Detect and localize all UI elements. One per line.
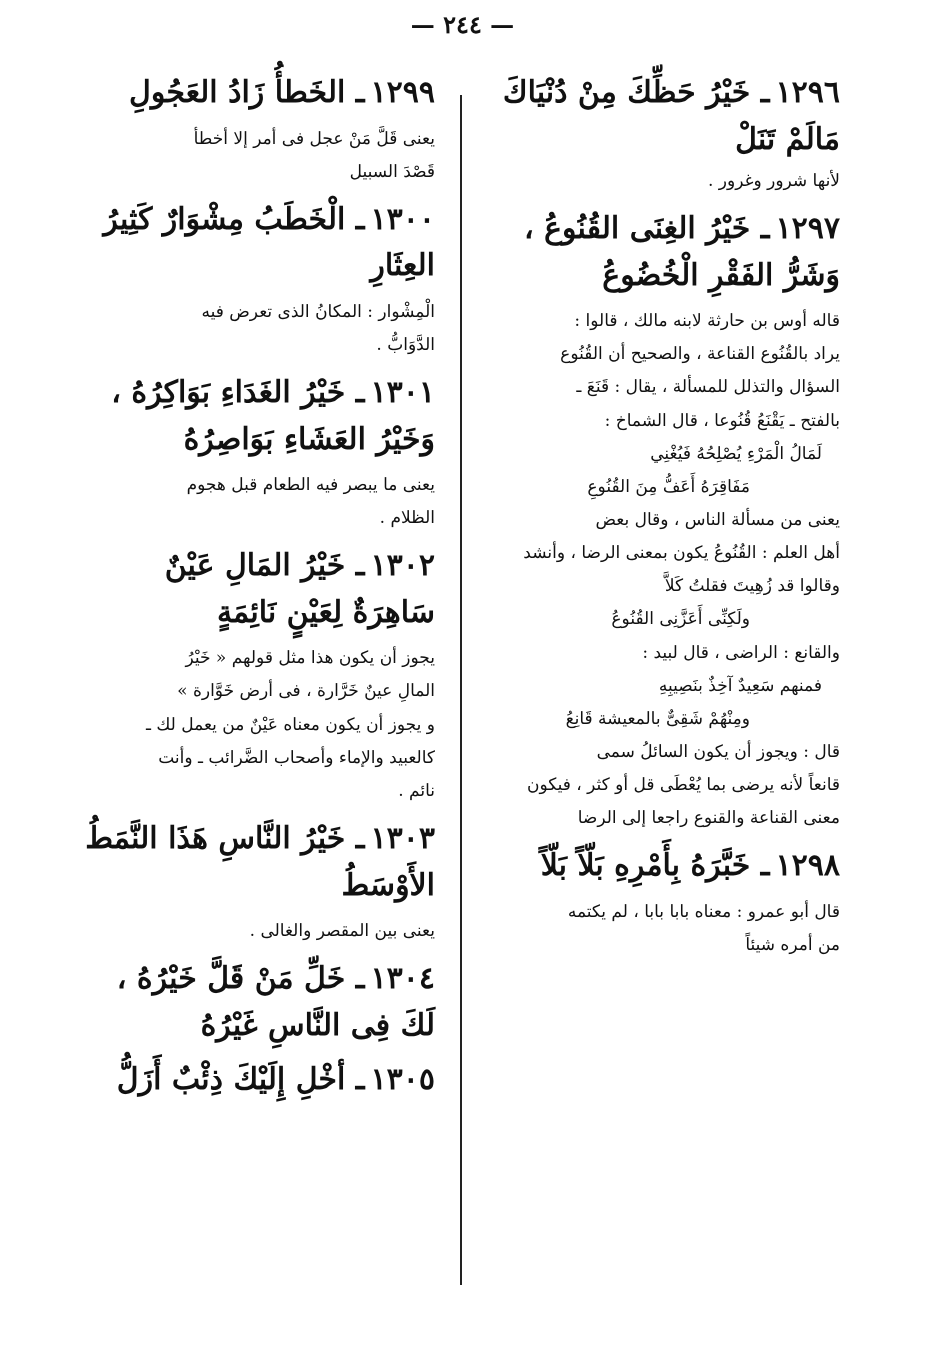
entry-1299 xyxy=(80,70,435,189)
entry-text-line: أهل العلم : القُنُوعُ يكون بمعنى الرضا ، وأنشد xyxy=(523,543,840,564)
entry-number: ١٣٠٣ xyxy=(370,821,435,857)
entry-text-line: يعنى قَلَّ مَنْ عجل فى أمر إلا أخطأ xyxy=(193,128,435,149)
entry-text-line: يراد بالقُنُوع القناعة ، والصحيح أن القُنُوع xyxy=(560,344,840,365)
verse-line: ومِنْهُمْ شَقِىٌّ بالمعيشة قَانِعُ xyxy=(565,708,750,729)
right-column xyxy=(490,70,840,970)
entry-text-line: وقالوا قد زُهِيتَ فقلتُ كَلاَّ xyxy=(664,576,840,597)
entry-text-line: قال أبو عمرو : معناه بابا بابا ، لم يكتمه xyxy=(567,901,840,922)
entry-heading xyxy=(80,1057,435,1104)
verse-line: فمنهم سَعِيدٌ آخِذٌ بنَصِيبِهِ xyxy=(658,675,822,696)
entry-text-line: الْمِشْوار : المكانُ الذى تعرض فيه xyxy=(201,301,435,322)
entry-text-line: يجوز أن يكون هذا مثل قولهم « خَيْرُ xyxy=(185,648,435,669)
entry-title: ـ خَيْرُ المَالِ عَيْنٌ سَاهِرَةٌ لِعَيْنٍ نَائِمَةٍ xyxy=(164,548,435,630)
entry-text-line: قاله أوس بن حارثة لابنه مالك ، قالوا : xyxy=(574,311,840,332)
entry-text-line: قال : ويجوز أن يكون السائلُ سمى xyxy=(596,741,840,762)
entry-text-line: قَصْدَ السبيل xyxy=(349,161,435,182)
entry-1296 xyxy=(490,70,840,198)
entry-text-line: المالِ عينٌ خَرَّارة ، فى أرض خَوَّارة » xyxy=(177,681,435,702)
entry-number: ١٣٠٢ xyxy=(370,548,435,584)
entry-text-line: و يجوز أن يكون معناه عَيْنٌ من يعمل لك ـ xyxy=(145,714,435,735)
entry-text-line: نائم . xyxy=(398,780,435,801)
entry-title: ـ الْخَطَبُ مِشْوَارٌ كَثِيرُ العِثَارِ xyxy=(103,201,435,284)
entry-number: ١٢٩٩ xyxy=(370,75,435,110)
page-number: — ٢٤٤ — xyxy=(410,10,515,39)
entry-text-line: والقانع : الراضى ، قال لبيد : xyxy=(642,642,840,663)
entry-heading xyxy=(80,197,435,290)
verse-line: ولَكِنِّى أَعَزَّنِى القُنُوعُ xyxy=(611,609,750,630)
entry-heading xyxy=(80,956,435,1049)
verse-line: لَمَالُ الْمَرْءِ يُصْلِحُهُ فَيُغْنِي xyxy=(650,443,822,464)
entry-number: ١٢٩٧ xyxy=(775,211,840,247)
entry-number: ١٣٠٠ xyxy=(370,201,435,237)
entry-1303 xyxy=(80,816,435,948)
entry-text-line: قانعاً لأنه يرضى بما يُعْطَى قل أو كثر ، فيكون xyxy=(526,775,840,796)
entry-text-line: معنى القناعة والقنوع راجعا إلى الرضا xyxy=(577,808,840,829)
entry-text-line: لأنها شرور وغرور . xyxy=(708,171,840,191)
entry-heading xyxy=(80,70,435,117)
entry-title: ـ خَلِّ مَنْ قَلَّ خَيْرُهُ ، لَكَ فِى النَّاسِ غَيْرُهُ xyxy=(116,961,435,1043)
entry-1305 xyxy=(80,1057,435,1104)
entry-title: ـ خَيْرُ الغَدَاءِ بَوَاكِرُهُ ، وَخَيْرُ العَشَاءِ بَوَاصِرُهُ xyxy=(111,375,435,457)
entry-title: ـ أخْلِ إِلَيْكَ ذِئْبٌ أَزَلُّ xyxy=(116,1062,365,1098)
entry-title: ـ خَيْرُ الغِنَى القُنُوعُ ، وَشَرُّ الفَقْرِ الْخُضُوعُ xyxy=(524,211,840,293)
entry-1298 xyxy=(490,843,840,962)
entry-heading xyxy=(490,206,840,299)
entry-number: ١٣٠١ xyxy=(370,375,435,411)
entry-text-line: الدَّوَابُّ . xyxy=(376,334,435,355)
entry-text-line: الظلام . xyxy=(379,508,435,529)
entry-title: ـ خَيْرُ حَظِّكَ مِنْ دُنْيَاكَ مَالَمْ تَنَلْ xyxy=(502,75,840,157)
entry-number: ١٣٠٤ xyxy=(370,961,435,997)
entry-title: ـ خَيْرُ النَّاسِ هَذَا النَّمَطُ الأَوْسَطُ xyxy=(85,821,435,903)
entry-heading xyxy=(80,543,435,636)
entry-text-line: يعنى من مسألة الناس ، وقال بعض xyxy=(595,509,840,530)
entry-text-line: يعنى ما يبصر فيه الطعام قبل هجوم xyxy=(186,475,435,496)
entry-heading xyxy=(80,816,435,909)
entry-heading xyxy=(490,70,840,163)
entry-1302 xyxy=(80,543,435,808)
entry-text-line: السؤال والتذلل للمسألة ، يقال : قَنَعَ ـ xyxy=(576,377,840,398)
entry-1300 xyxy=(80,197,435,362)
entry-1304 xyxy=(80,956,435,1049)
entry-number: ١٣٠٥ xyxy=(370,1062,435,1098)
left-column xyxy=(80,70,435,1112)
entry-text-line: كالعبيد والإماء وأصحاب الضَّرائب ـ وأنت xyxy=(158,747,435,768)
column-divider xyxy=(460,95,462,1285)
entry-text-line: يعنى بين المقصر والغالى . xyxy=(249,921,435,942)
entry-heading xyxy=(490,843,840,890)
entry-text-line: بالفتح ـ يَقْنَعُ قُنُوعا ، قال الشماخ : xyxy=(604,410,840,431)
verse-line: مَفَاقِرَهُ أَعَفُّ مِنَ القُنُوعِ xyxy=(587,476,750,497)
entry-number: ١٢٩٦ xyxy=(775,75,840,110)
entry-text-line: من أمره شيئاً xyxy=(745,935,840,956)
entry-title: ـ خَبَّرَهُ بِأَمْرِهِ بَلّاً بَلّاً xyxy=(540,848,770,884)
entry-title: ـ الخَطأُ زَادُ العَجُولِ xyxy=(129,75,365,110)
entry-1297 xyxy=(490,206,840,835)
entry-number: ١٢٩٨ xyxy=(775,848,840,884)
entry-heading xyxy=(80,370,435,463)
entry-1301 xyxy=(80,370,435,535)
